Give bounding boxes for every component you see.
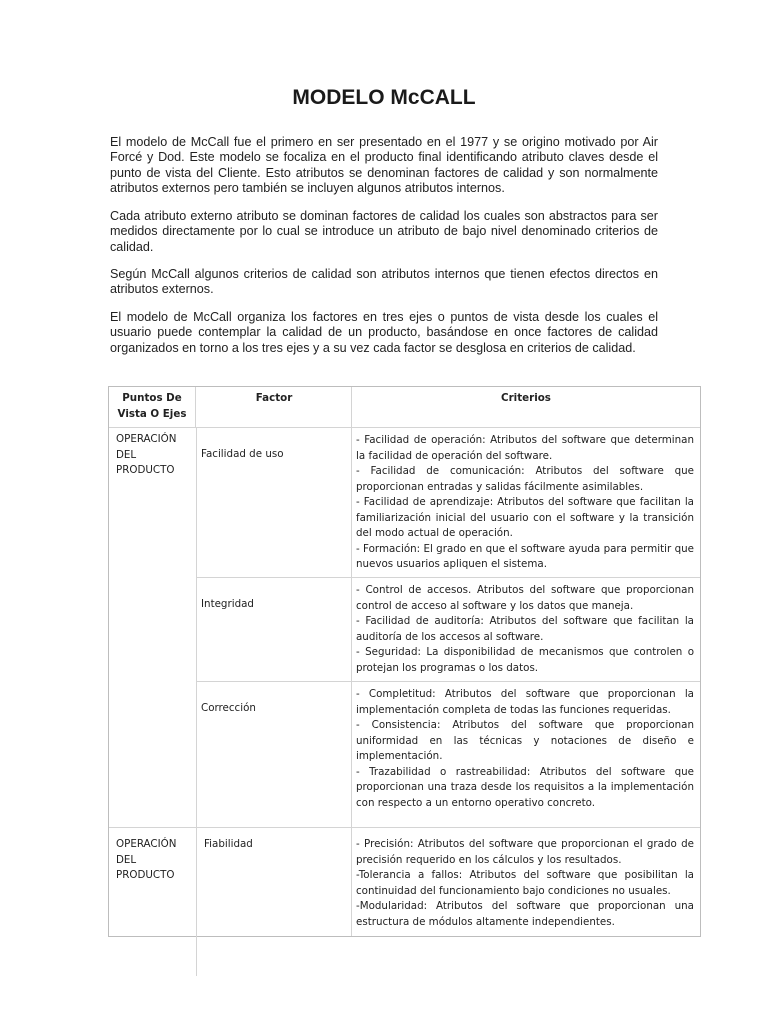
row-criteria-cell: - Completitud: Atributos del software que proporcionan la implementación completa de todas las funciones requeridas. - Consistencia: Atributos del software que proporcionan uniformidad en las técnicas y notaciones de diseño e implementación. - Trazabilidad o rastreabilidad: Atributos del software que proporcionan una traza desde los requisitos a la implementación con respecto a un entorno operativo concreto. (356, 688, 694, 809)
table-divider (109, 827, 700, 828)
table-divider (196, 681, 700, 682)
row-criteria-cell: - Precisión: Atributos del software que proporcionan el grado de precisión requerido en los cálculos y los resultados. -Tolerancia a fallos: Atributos del software que posibilitan la continuidad del funcionamiento bajo condiciones no usuales. -Modularidad: Atributos del software que proporcionan una estructura de módulos altamente independientes. (356, 838, 694, 928)
row-factor-cell: Facilidad de uso (201, 448, 284, 460)
table-divider (196, 427, 197, 976)
row-criteria-cell: - Control de accesos. Atributos del software que proporcionan control de acceso al software y los datos que maneja. - Facilidad de auditoría: Atributos del software que facilitan la auditoría de los accesos al software. - Seguridad: La disponibilidad de mecanismos que controlen o protejan los programas o los datos. (356, 584, 694, 674)
three-axes-paragraph: El modelo de McCall organiza los factores en tres ejes o puntos de vista desde los cuales el usuario puede contemplar la calidad de un producto, basándose en once factores de calidad organizados en torno a los tres ejes y a su vez cada factor se desglosa en criterios de calidad. (110, 310, 658, 355)
row-factor-cell: Corrección (201, 702, 256, 714)
row-criteria-cell: - Facilidad de operación: Atributos del software que determinan la facilidad de operación del software. - Facilidad de comunicación: Atributos del software que proporcionan entradas y salidas fácilmente asimilables. - Facilidad de aprendizaje: Atributos del software que facilitan la familiarización inicial del usuario con el software y la transición del modo actual de operación. - Formación: El grado en que el software ayuda para permitir que nuevos usuarios apliquen el sistema. (356, 434, 694, 570)
external-attributes-paragraph: Cada atributo externo atributo se dominan factores de calidad los cuales son abstractos para ser medidos directamente por lo cual se introduce un atributo de bajo nivel denominado criterios de calidad. (110, 209, 658, 254)
header-factor: Factor (255, 392, 293, 404)
document-title: MODELO McCALL (292, 86, 476, 109)
header-axis: Puntos De Vista O Ejes (117, 392, 187, 420)
table-divider (195, 387, 196, 427)
table-divider (109, 427, 700, 428)
row-factor-cell: Integridad (201, 598, 254, 610)
table-divider (196, 577, 700, 578)
mccall-factors-table (108, 386, 701, 937)
row-axis-cell: OPERACIÓN DEL PRODUCTO (116, 838, 177, 881)
header-criteria: Criterios (501, 392, 551, 404)
row-factor-cell: Fiabilidad (204, 838, 253, 850)
intro-paragraph: El modelo de McCall fue el primero en ser presentado en el 1977 y se origino motivado por Air Forcé y Dod. Este modelo se focaliza en el producto final identificando atributo claves desde el punto de vista del Cliente. Esto atributos se denominan factores de calidad y son normalmente atributos externos pero también se incluyen algunos atributos internos. (110, 135, 658, 195)
table-divider (351, 387, 352, 936)
internal-criteria-paragraph: Según McCall algunos criterios de calidad son atributos internos que tienen efectos directos en atributos externos. (110, 267, 658, 297)
row-axis-cell: OPERACIÓN DEL PRODUCTO (116, 433, 177, 476)
